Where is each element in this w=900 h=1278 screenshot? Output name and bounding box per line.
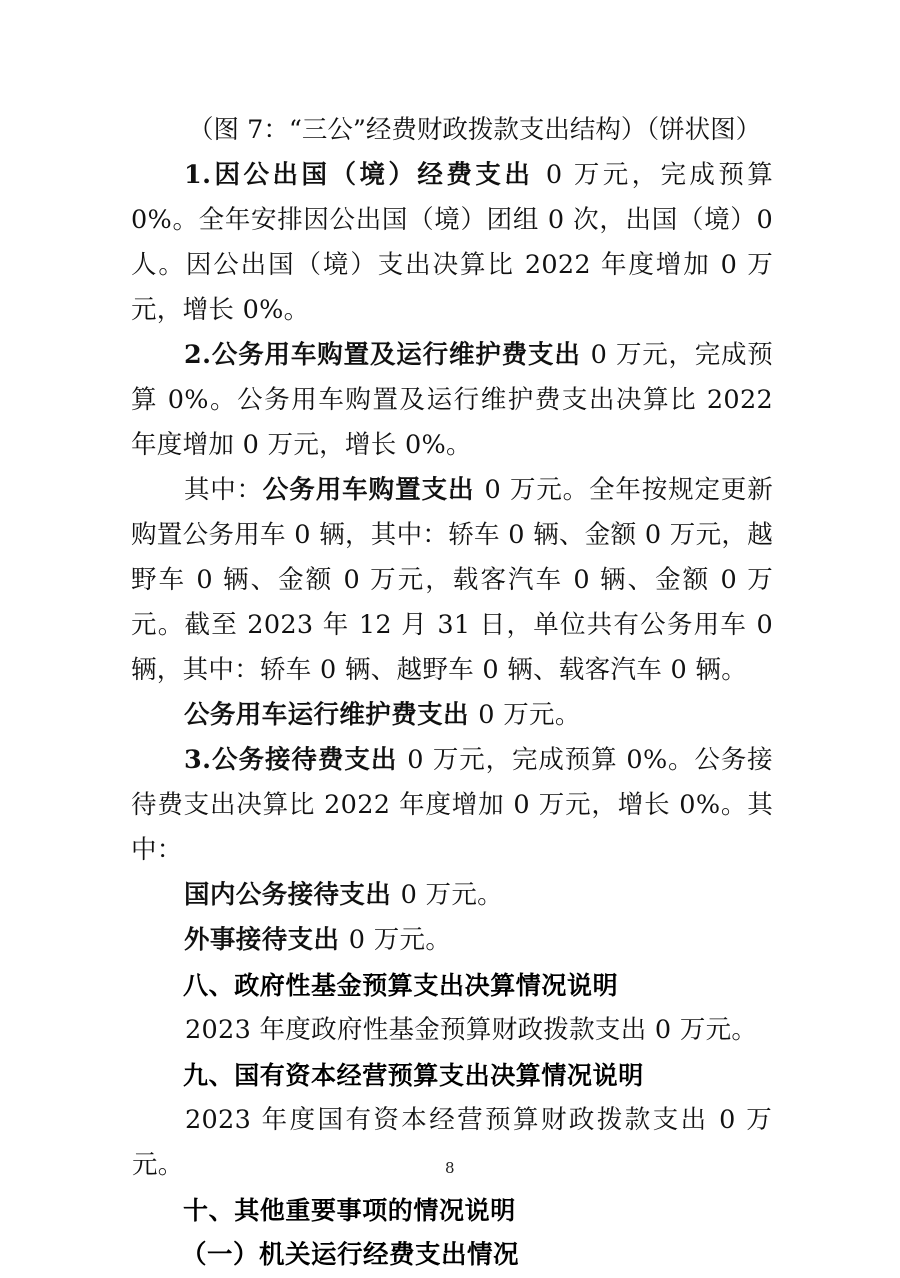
paragraph-item-2-maintenance [131, 693, 773, 738]
lead-in-item-2-purchase-detail: 公务用车购置支出 [262, 475, 475, 505]
body-item-2-maintenance: 0 万元。 [469, 700, 581, 730]
body-item-2-purchase-detail: 0 万元。全年按规定更新购置公务用车 0 辆，其中：轿车 0 辆、金额 0 万元，越野车 0 辆、金额 0 万元，载客汽车 0 辆、金额 0 万元。截至 2023 年 12 月 31 日，单位共有公务用车 0 辆，其中：轿车 0 辆、越野车 0 辆、载客汽车 0 辆。 [131, 475, 774, 685]
lead-in-item-1-overseas: 1.因公出国（境）经费支出 [184, 160, 534, 190]
page-content [131, 108, 773, 1278]
paragraph-item-1-overseas [131, 153, 773, 333]
section-body-8: 2023 年度政府性基金预算财政拨款支出 0 万元。 [185, 1015, 758, 1045]
paragraph-item-3-domestic [131, 873, 773, 918]
page-number: 8 [444, 1159, 456, 1177]
section-heading-10: 十、其他重要事项的情况说明 [183, 1196, 516, 1225]
lead-in-item-3-foreign: 外事接待支出 [184, 925, 340, 955]
lead-in-item-2-maintenance: 公务用车运行维护费支出 [184, 700, 469, 730]
prefix-item-2-purchase-detail: 其中： [184, 475, 263, 505]
section-heading-8: 八、政府性基金预算支出决算情况说明 [183, 971, 619, 1000]
body-item-1-overseas: 0 万元，完成预算 0%。全年安排因公出国（境）团组 0 次，出国（境）0 人。因公出国（境）支出决算比 2022 年度增加 0 万元，增长 0%。 [131, 160, 774, 325]
paragraph-item-2-vehicles [131, 333, 773, 468]
paragraph-item-3-reception [131, 738, 773, 873]
paragraph-item-3-foreign [131, 918, 773, 963]
body-item-3-domestic: 0 万元。 [392, 880, 503, 910]
paragraph-item-2-purchase-detail [131, 468, 773, 693]
body-item-3-foreign: 0 万元。 [340, 925, 452, 955]
body-item-2-vehicles: 0 万元，完成预算 0%。公务用车购置及运行维护费支出决算比 2022 年度增加 0 万元，增长 0%。 [131, 340, 773, 460]
section-subheading-10-1: （一）机关运行经费支出情况 [181, 1240, 520, 1270]
lead-in-item-3-domestic: 国内公务接待支出 [184, 880, 392, 910]
figure-caption: （图 7：“三公”经费财政拨款支出结构）（饼状图） [188, 115, 762, 145]
section-body-9: 2023 年度国有资本经营预算财政拨款支出 0 万元。 [132, 1105, 772, 1180]
lead-in-item-2-vehicles: 2.公务用车购置及运行维护费支出 [184, 340, 581, 370]
lead-in-item-3-reception: 3.公务接待费支出 [184, 745, 398, 775]
body-item-3-reception: 0 万元，完成预算 0%。公务接待费支出决算比 2022 年度增加 0 万元，增长 0%。其中： [131, 745, 773, 865]
section-heading-9: 九、国有资本经营预算支出决算情况说明 [183, 1061, 644, 1090]
